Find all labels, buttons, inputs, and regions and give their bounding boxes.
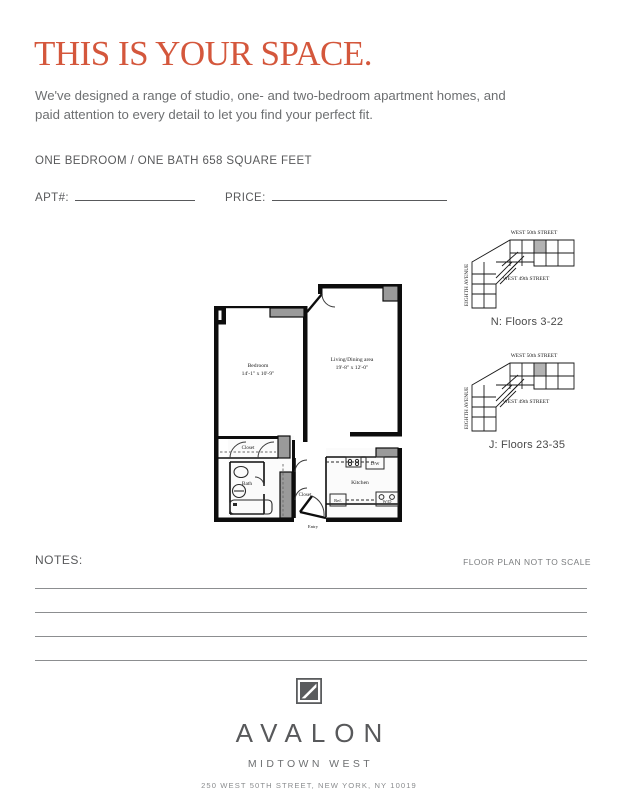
notes-lines [35,588,587,684]
subtitle-line-2: paid attention to every detail to let you find your perfect fit. [35,107,373,122]
page-title: THIS IS YOUR SPACE. [34,34,372,73]
apt-price-fields [35,189,447,204]
apt-number-label: APT#: [35,192,69,204]
unit-specs: ONE BEDROOM / ONE BATH 658 SQUARE FEET [35,155,312,167]
floor-plan-drawing [200,272,412,539]
label-entry: Entry [307,524,319,529]
apt-number-input[interactable] [75,189,195,201]
price-input[interactable] [272,189,447,201]
keyplan-n-street-bottom: WEST 49th STREET [502,276,550,282]
keyplan-j [462,345,592,451]
note-line[interactable] [35,588,587,589]
keyplan-n-avenue-left: EIGHTH AVENUE [464,263,470,307]
room-label-kitchen: Kitchen [351,480,369,486]
keyplan-j-avenue-left: EIGHTH AVENUE [464,386,470,430]
page-subtitle [35,86,575,124]
keyplan-j-caption: J: Floors 23-35 [488,439,566,451]
keyplan-n-diagram [462,222,592,314]
room-label-living: Living/Dining area [330,357,374,363]
subtitle-line-1: We've designed a range of studio, one- and two-bedroom apartment homes, and [35,88,506,103]
note-line[interactable] [35,636,587,637]
keyplan-j-diagram [462,345,592,437]
note-line[interactable] [35,612,587,613]
keyplan-j-unit-highlight [534,363,546,376]
brand-name: AVALON [235,718,392,748]
notes-label: NOTES: [35,553,83,567]
keyplan-n-caption: N: Floors 3-22 [490,316,564,328]
footer [0,678,618,790]
scale-disclaimer: FLOOR PLAN NOT TO SCALE [463,557,591,567]
keyplan-n-unit-highlight [534,240,546,253]
room-label-bedroom: Bedroom [247,363,269,369]
keyplan-j-street-bottom: WEST 49th STREET [502,399,550,405]
label-closet-hall: Closet [298,493,312,498]
note-line[interactable] [35,660,587,661]
price-label: PRICE: [224,192,266,204]
room-label-bath: Bath [241,481,253,487]
keyplan-n-street-top: WEST 50th STREET [510,230,558,236]
keyplan-n [462,222,592,328]
floor-plan-svg [200,272,412,534]
room-dimensions-bedroom: 14'-1" x 10'-9" [241,371,275,377]
keyplan-j-street-top: WEST 50th STREET [510,353,558,359]
brand-community: MIDTOWN WEST [247,758,374,770]
label-washer-dryer: W/D [382,499,392,504]
label-refrigerator: Ref. [334,498,342,503]
brand-address: 250 WEST 50TH STREET, NEW YORK, NY 10019 [201,781,417,790]
label-closet-bedroom: Closet [241,446,255,451]
avalon-logo-icon [296,678,322,704]
room-dimensions-living: 19'-8" x 12'-0" [335,365,369,371]
label-dishwasher: D/W [370,461,380,466]
